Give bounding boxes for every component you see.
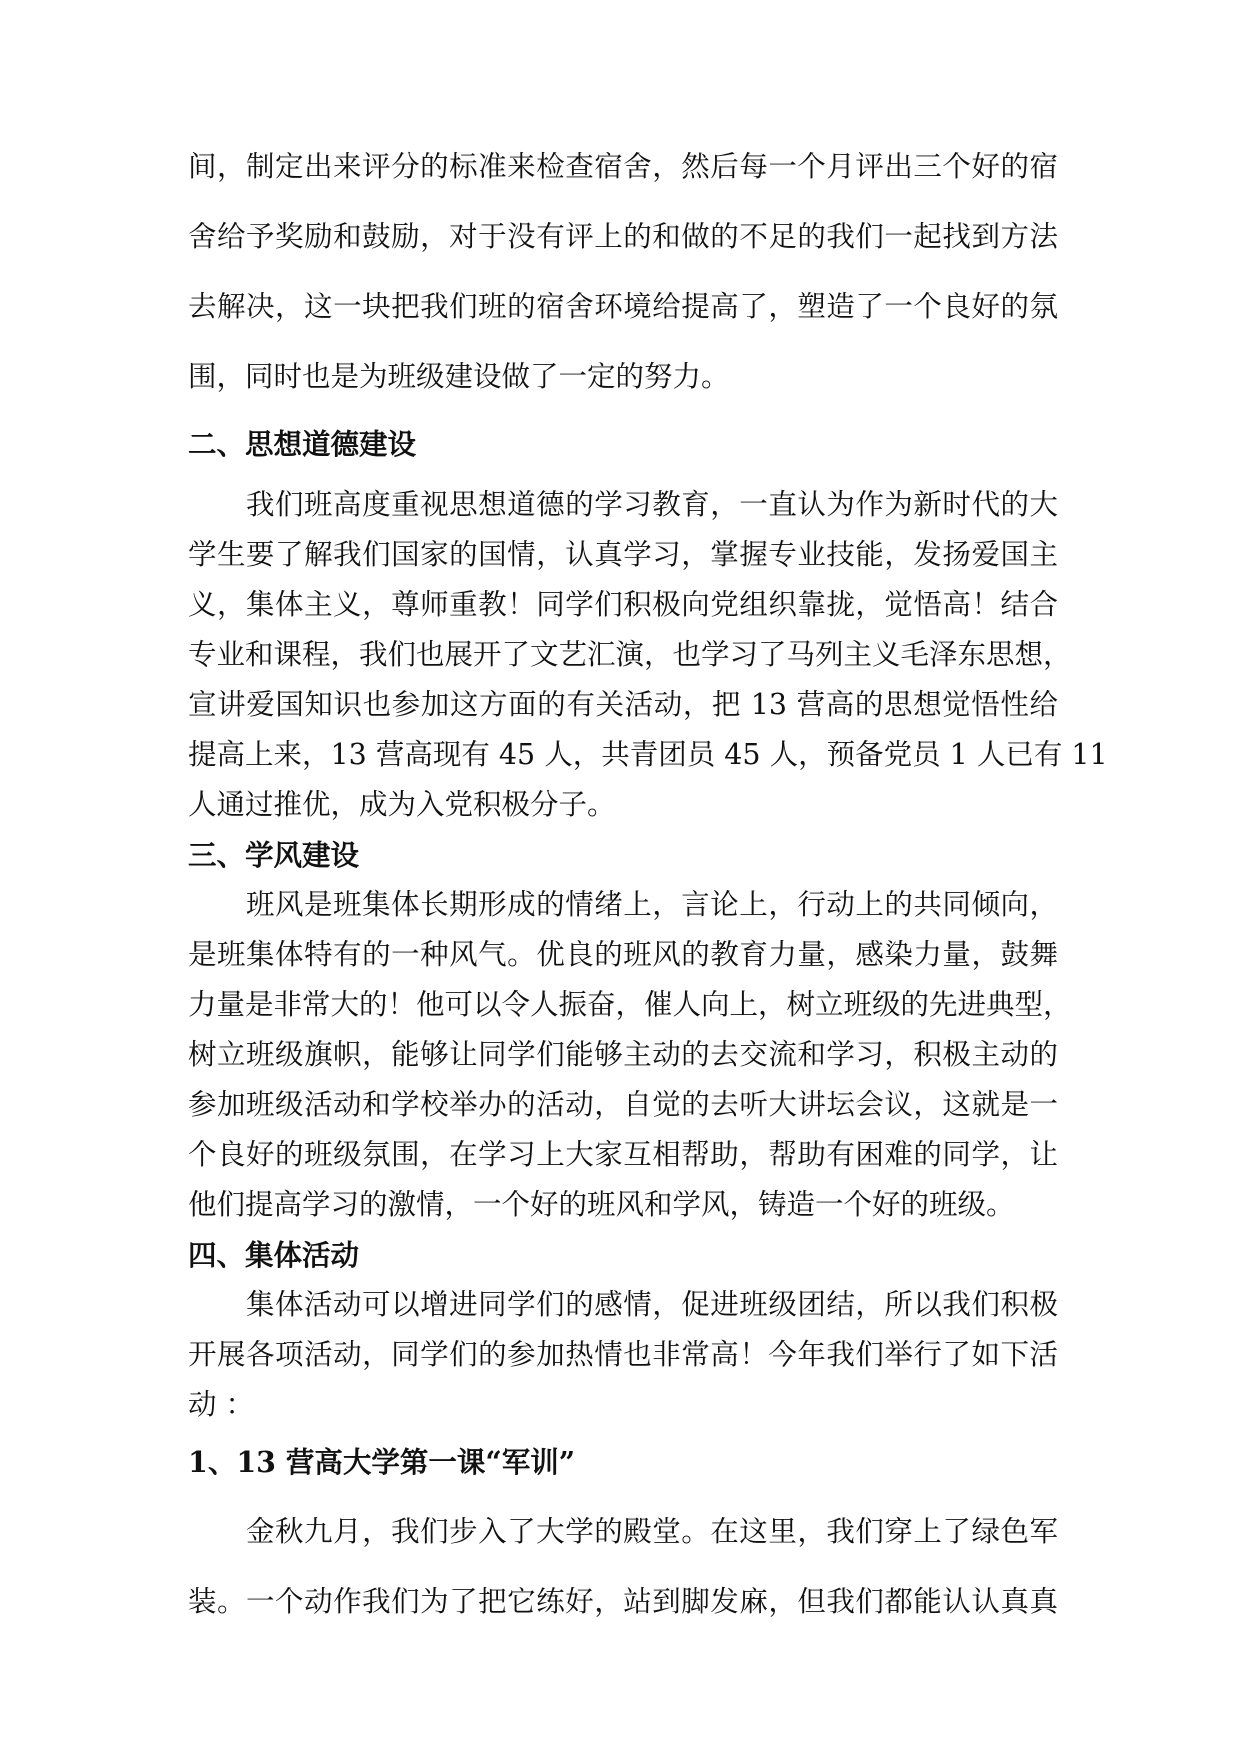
paragraph-line: 专业和课程，我们也展开了文艺汇演，也学习了马列主义毛泽东思想，: [188, 638, 1072, 671]
paragraph-line: 宣讲爱国知识也参加这方面的有关活动，把 13 营高的思想觉悟性给: [188, 688, 1058, 721]
paragraph-line: 集体活动可以增进同学们的感情，促进班级团结，所以我们积极: [246, 1288, 1058, 1321]
paragraph-line: 开展各项活动，同学们的参加热情也非常高！今年我们举行了如下活: [188, 1338, 1058, 1371]
paragraph-line: 我们班高度重视思想道德的学习教育，一直认为作为新时代的大: [246, 488, 1058, 521]
paragraph-line: 班风是班集体长期形成的情绪上，言论上，行动上的共同倾向，: [246, 888, 1058, 921]
paragraph-line: 动 ：: [188, 1388, 255, 1421]
paragraph-line: 装。一个动作我们为了把它练好，站到脚发麻，但我们都能认认真真: [188, 1585, 1058, 1618]
paragraph-line: 树立班级旗帜，能够让同学们能够主动的去交流和学习，积极主动的: [188, 1038, 1058, 1071]
paragraph-line: 参加班级活动和学校举办的活动，自觉的去听大讲坛会议，这就是一: [188, 1088, 1058, 1121]
paragraph-line: 围，同时也是为班级建设做了一定的努力。: [188, 360, 730, 393]
section-heading: 三、学风建设: [188, 838, 360, 872]
paragraph-line: 人通过推优，成为入党积极分子。: [188, 788, 616, 821]
paragraph-line: 力量是非常大的！他可以令人振奋，催人向上，树立班级的先进典型，: [188, 988, 1072, 1021]
section-heading: 四、集体活动: [188, 1238, 360, 1272]
paragraph-line: 个良好的班级氛围，在学习上大家互相帮助，帮助有困难的同学，让: [188, 1138, 1058, 1171]
paragraph-line: 他们提高学习的激情，一个好的班风和学风，铸造一个好的班级。: [188, 1188, 1015, 1221]
section-heading: 二、思想道德建设: [188, 427, 417, 461]
paragraph-line: 是班集体特有的一种风气。优良的班风的教育力量，感染力量，鼓舞: [188, 938, 1058, 971]
paragraph-line: 提高上来，13 营高现有 45 人，共青团员 45 人，预备党员 1 人已有 11: [188, 738, 1108, 771]
paragraph-line: 舍给予奖励和鼓励，对于没有评上的和做的不足的我们一起找到方法: [188, 220, 1058, 253]
paragraph-line: 间，制定出来评分的标准来检查宿舍，然后每一个月评出三个好的宿: [188, 150, 1058, 183]
paragraph-line: 义，集体主义，尊师重教！同学们积极向党组织靠拢，觉悟高！结合: [188, 588, 1058, 621]
paragraph-line: 学生要了解我们国家的国情，认真学习，掌握专业技能，发扬爱国主: [188, 538, 1058, 571]
paragraph-line: 去解决，这一块把我们班的宿舍环境给提高了，塑造了一个良好的氛: [188, 290, 1058, 323]
paragraph-line: 金秋九月，我们步入了大学的殿堂。在这里，我们穿上了绿色军: [246, 1515, 1058, 1548]
subsection-heading: 1、13 营高大学第一课“军训”: [188, 1445, 576, 1479]
